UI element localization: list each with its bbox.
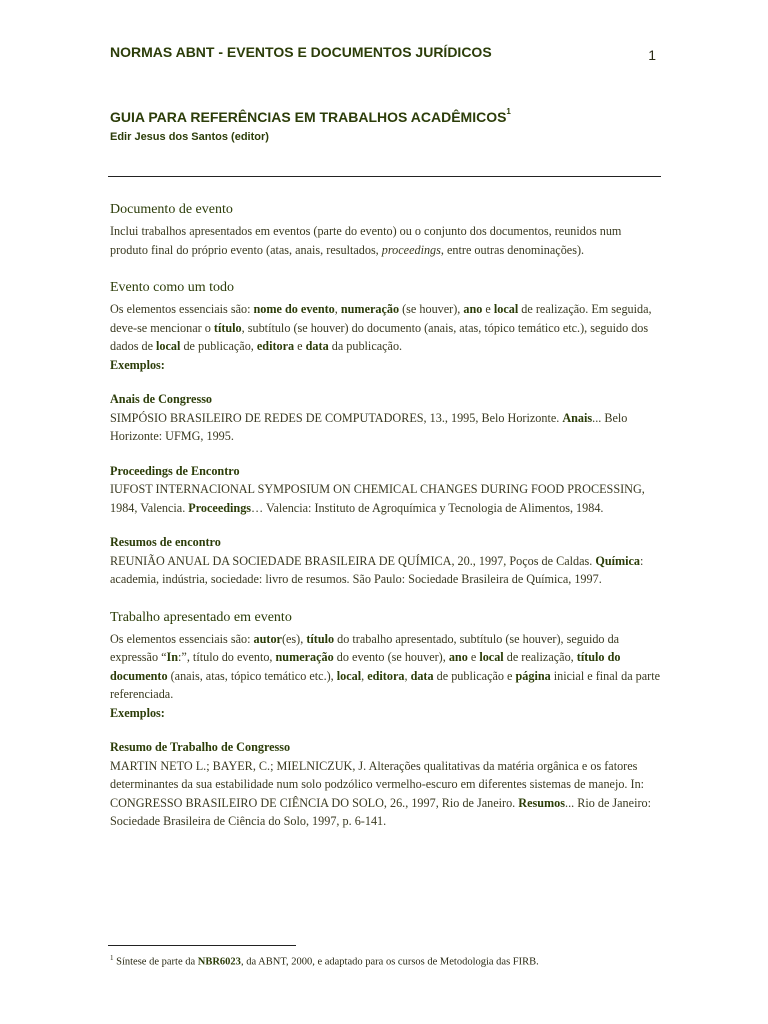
text-run: ... Belo Horizonte: UFMG, 1995. xyxy=(110,410,628,443)
header-divider xyxy=(108,176,661,177)
section-evento-como-um-todo xyxy=(110,279,662,589)
text-run: (se houver), xyxy=(399,302,464,316)
section-documento-de-evento xyxy=(110,201,662,259)
text-run: de realização, xyxy=(503,650,577,664)
section-paragraph xyxy=(110,222,662,259)
footnote-reference: 1 xyxy=(506,107,511,117)
text-run: ... Rio de Janeiro: Sociedade Brasileira de Ciência do Solo, 1997, p. 6-141. xyxy=(110,795,651,828)
page-number: 1 xyxy=(648,47,656,63)
text-run: do trabalho apresentado, subtítulo (se houver), seguido da expressão “ xyxy=(110,631,620,664)
bold-term: local xyxy=(336,668,362,683)
bold-term: NBR6023 xyxy=(197,956,241,968)
bold-term: Química xyxy=(595,553,641,568)
text-run: da publicação. xyxy=(328,339,403,353)
section-paragraph xyxy=(110,630,662,704)
bold-term: local xyxy=(493,302,519,316)
example-title: Anais de Congresso xyxy=(110,392,213,406)
text-run: Inclui trabalhos apresentados em eventos (parte do evento) ou o conjunto dos documentos, reunidos num produto final do próprio evento (atas, anais, resultados, xyxy=(110,224,622,257)
section-paragraph xyxy=(110,300,662,356)
editor-credit: Edir Jesus dos Santos (editor) xyxy=(110,131,269,143)
text-run: , da ABNT, 2000, e adaptado para os cursos de Metodologia das FIRB. xyxy=(240,956,539,968)
bold-term: autor xyxy=(253,631,282,646)
example-entry xyxy=(110,462,662,518)
bold-term: numeração xyxy=(340,302,400,316)
example-entry xyxy=(110,390,662,446)
text-run: de publicação e xyxy=(433,668,516,683)
example-reference xyxy=(110,480,662,517)
bold-term: ano xyxy=(448,650,468,664)
examples-label: Exemplos: xyxy=(110,705,165,720)
bold-term: Proceedings xyxy=(188,500,252,515)
bold-term: página xyxy=(515,668,551,683)
bold-term: Resumos xyxy=(518,795,566,810)
bold-term: data xyxy=(410,668,434,683)
bold-term: título do documento xyxy=(110,650,621,683)
bold-term: ano xyxy=(463,302,483,316)
text-run: de realização. Em seguida, deve-se mencionar o xyxy=(110,302,652,335)
text-run: IUFOST INTERNACIONAL SYMPOSIUM ON CHEMICAL CHANGES DURING FOOD PROCESSING, 1984, Valencia. xyxy=(110,482,645,515)
text-run: e xyxy=(294,339,306,353)
text-run: , xyxy=(334,302,341,316)
section-heading: Documento de evento xyxy=(110,202,233,217)
text-run: inicial e final da parte referenciada. xyxy=(110,668,661,701)
example-title: Proceedings de Encontro xyxy=(110,463,240,478)
footnote-divider xyxy=(108,945,296,946)
bold-term: In xyxy=(166,650,179,664)
bold-term: numeração xyxy=(275,650,334,664)
section-trabalho-apresentado xyxy=(110,609,662,831)
text-run: Os elementos essenciais são: xyxy=(110,631,254,646)
examples-label: Exemplos: xyxy=(110,357,165,372)
running-header-title: NORMAS ABNT - EVENTOS E DOCUMENTOS JURÍDICOS xyxy=(110,44,492,60)
footnote xyxy=(110,954,670,968)
example-reference xyxy=(110,409,662,446)
example-entry xyxy=(110,738,662,831)
example-title: Resumos de encontro xyxy=(110,535,221,549)
text-run: (es), xyxy=(281,631,307,646)
bold-term: nome do evento xyxy=(253,302,335,316)
text-run: (anais, atas, tópico temático etc.), xyxy=(167,668,337,683)
italic-term: proceedings xyxy=(381,242,441,257)
text-run: , subtítulo (se houver) do documento (anais, atas, tópico temático etc.), seguido dos dados de xyxy=(110,320,649,353)
bold-term: editora xyxy=(256,339,295,353)
text-run: de publicação, xyxy=(180,339,257,353)
text-run: :”, título do evento, xyxy=(178,650,276,664)
text-run: : academia, indústria, sociedade: livro de resumos. São Paulo: Sociedade Brasileira de Química, 1997. xyxy=(110,553,644,586)
text-run: e xyxy=(482,302,494,316)
bold-term: título xyxy=(306,631,335,646)
section-heading: Trabalho apresentado em evento xyxy=(110,609,292,625)
text-run: … Valencia: Instituto de Agroquímica y Tecnologia de Alimentos, 1984. xyxy=(251,500,604,515)
text-run: REUNIÃO ANUAL DA SOCIEDADE BRASILEIRA DE QUÍMICA, 20., 1997, Poços de Caldas. xyxy=(110,553,596,568)
text-run: Síntese de parte da xyxy=(113,956,198,968)
document-body xyxy=(110,201,662,839)
footnote-mark: 1 xyxy=(110,954,114,962)
text-run: , xyxy=(361,668,368,683)
bold-term: Anais xyxy=(562,410,593,425)
section-heading: Evento como um todo xyxy=(110,280,235,295)
text-run: do evento (se houver), xyxy=(333,650,449,664)
example-reference xyxy=(110,552,662,589)
bold-term: título xyxy=(213,320,242,335)
bold-term: editora xyxy=(367,668,405,683)
text-run: e xyxy=(467,650,480,664)
bold-term: data xyxy=(305,339,329,353)
text-run: , xyxy=(404,668,411,683)
text-run: SIMPÓSIO BRASILEIRO DE REDES DE COMPUTADORES, 13., 1995, Belo Horizonte. xyxy=(110,410,563,425)
example-entry xyxy=(110,533,662,589)
bold-term: local xyxy=(479,650,504,664)
text-run: , entre outras denominações). xyxy=(440,242,585,257)
bold-term: local xyxy=(156,339,181,353)
example-title: Resumo de Trabalho de Congresso xyxy=(110,740,291,754)
guide-title-text: GUIA PARA REFERÊNCIAS EM TRABALHOS ACADÊMICOS xyxy=(110,109,507,125)
guide-title xyxy=(110,109,670,125)
example-reference xyxy=(110,757,662,831)
text-run: MARTIN NETO L.; BAYER, C.; MIELNICZUK, J. Alterações qualitativas da matéria orgânica e os fatores determinantes da sua estabilidade num solo podzólico vermelho-escuro em diferentes sistemas de manejo. In: CONGRESSO BRASILEIRO DE CIÊNCIA DO SOLO, 26., 1997, Rio de Janeiro. xyxy=(110,758,645,810)
text-run: Os elementos essenciais são: xyxy=(110,302,254,316)
